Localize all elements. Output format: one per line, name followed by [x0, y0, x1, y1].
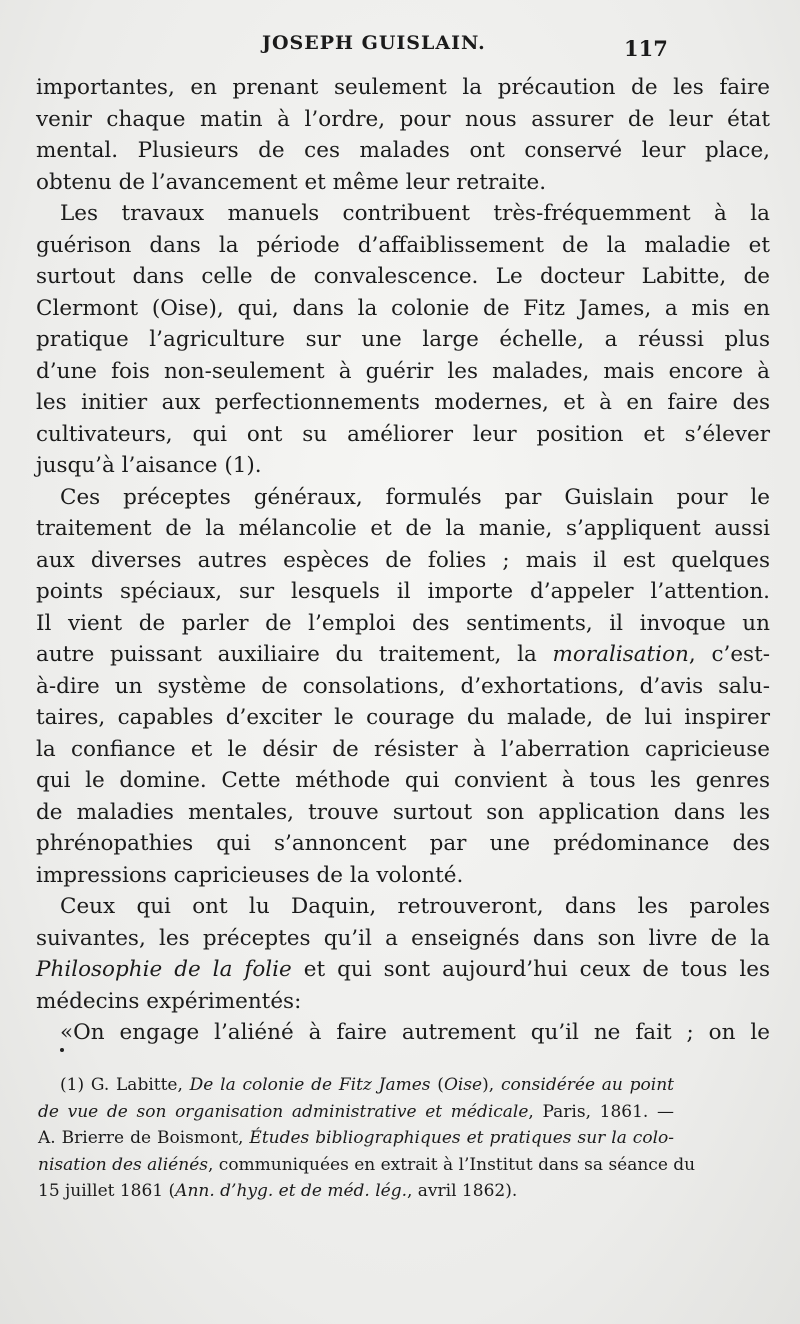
text-line-segment: importantes, en prenant seulement la précaution de les faire	[36, 75, 770, 100]
text-line-segment: la confiance et le désir de résister à l’aberration capricieuse	[36, 736, 770, 762]
text-line	[36, 986, 770, 1018]
text-line	[36, 1017, 770, 1049]
ink-speck	[60, 1048, 64, 1052]
text-line	[36, 387, 770, 419]
text-line-segment: points spéciaux, sur lesquels il importe d’appeler l’attention.	[36, 579, 770, 604]
text-line	[36, 293, 770, 325]
footnote-line-segment: 15 juillet 1861 (	[38, 1181, 176, 1201]
text-line	[36, 765, 770, 797]
text-line-segment: jusqu’à l’aisance (1).	[36, 453, 262, 478]
footnote-line-italic-segment: De la colonie de Fitz James	[189, 1075, 431, 1095]
text-line-segment: traitement de la mélancolie et de la manie, s’appliquent aussi	[36, 516, 770, 541]
text-line-segment: phrénopathies qui s’annoncent par une prédominance des	[36, 831, 770, 856]
text-line-segment: Il vient de parler de l’emploi des sentiments, il invoque un	[36, 610, 770, 636]
footnote-line-italic-segment: de vue de son organisation administrative et médicale	[38, 1101, 529, 1122]
text-line-segment: de maladies mentales, trouve surtout son application dans les	[36, 799, 770, 825]
footnote-line-italic-segment: considérée au point	[500, 1075, 674, 1095]
text-line	[36, 198, 770, 230]
text-line-segment: Clermont (Oise), qui, dans la colonie de Fitz James, a mis en	[36, 295, 770, 321]
footnote-line-segment: (	[430, 1075, 444, 1095]
text-line-segment: autre puissant auxiliaire du traitement, la	[36, 642, 553, 667]
footnote-line	[38, 1125, 674, 1152]
text-line	[36, 734, 770, 766]
text-line	[36, 104, 770, 136]
footnote-line-italic-segment: Ann. d’hyg. et de méd. lég.	[175, 1181, 407, 1201]
text-line	[36, 797, 770, 829]
text-line-italic-segment: Philosophie de la folie	[36, 957, 292, 982]
text-line	[36, 513, 770, 545]
text-line-segment: aux diverses autres espèces de folies ; mais il est quelques	[36, 547, 770, 573]
text-line	[36, 671, 770, 703]
text-line-segment: , c’est-	[688, 642, 770, 667]
text-line-segment: Ceux qui ont lu Daquin, retrouveront, dans les paroles	[60, 894, 770, 919]
text-line-segment: venir chaque matin à l’ordre, pour nous assurer de leur état	[36, 106, 770, 132]
page-header	[0, 32, 800, 62]
footnote-line-italic-segment: nisation des aliénés	[38, 1154, 208, 1175]
text-line-segment: les initier aux perfectionnements modernes, et à en faire des	[36, 390, 770, 415]
text-line-segment: taires, capables d’exciter le courage du malade, de lui inspirer	[36, 705, 770, 730]
text-line	[36, 167, 770, 199]
text-line	[36, 545, 770, 577]
text-line	[36, 324, 770, 356]
footnote-line	[38, 1178, 674, 1205]
text-line	[36, 419, 770, 451]
footnote-line	[38, 1152, 696, 1179]
footnote-line-segment: A. Brierre de Boismont,	[38, 1128, 250, 1148]
text-line-segment: médecins expérimentés:	[36, 988, 302, 1014]
text-line-segment: cultivateurs, qui ont su améliorer leur position et s’élever	[36, 421, 770, 447]
text-line-segment: Ces préceptes généraux, formulés par Guislain pour le	[60, 484, 770, 510]
text-line	[36, 230, 770, 262]
running-title: JOSEPH GUISLAIN.	[262, 32, 486, 54]
text-line	[36, 923, 770, 955]
footnote-line-segment: (1) G. Labitte,	[60, 1075, 190, 1095]
footnote-line-segment: , communiquées en extrait à l’Institut dans sa séance du	[207, 1154, 696, 1175]
text-line-segment: mental. Plusieurs de ces malades ont conservé leur place,	[36, 138, 770, 163]
text-line-italic-segment: moralisation	[552, 642, 689, 667]
footnote-line-italic-segment: Études bibliographiques et pratiques sur la colo-	[249, 1128, 674, 1148]
text-line-segment: surtout dans celle de convalescence. Le docteur Labitte, de	[36, 264, 770, 289]
text-line-segment: à-dire un système de consolations, d’exhortations, d’avis salu-	[36, 673, 770, 699]
text-line-segment: d’une fois non-seulement à guérir les malades, mais encore à	[36, 358, 770, 384]
text-line-segment: «On engage l’aliéné à faire autrement qu’il ne fait ; on le	[60, 1020, 770, 1045]
text-line	[36, 450, 770, 482]
text-line-segment: guérison dans la période d’affaiblissement de la maladie et	[36, 232, 770, 258]
text-line-segment: qui le domine. Cette méthode qui convient à tous les genres	[36, 768, 770, 793]
text-line	[36, 261, 770, 293]
text-line	[36, 356, 770, 388]
text-line	[36, 576, 770, 608]
text-line	[36, 891, 770, 923]
footnote-line	[38, 1099, 674, 1126]
text-line	[36, 702, 770, 734]
footnote-line-segment: ),	[482, 1075, 501, 1095]
footnote-line-italic-segment: Oise	[443, 1075, 483, 1095]
text-line	[36, 72, 770, 104]
footnote-line	[38, 1072, 674, 1099]
footnotes	[38, 1072, 696, 1205]
text-line-segment: pratique l’agriculture sur une large échelle, a réussi plus	[36, 327, 770, 352]
text-line-segment: obtenu de l’avancement et même leur retraite.	[36, 169, 547, 195]
page-number: 117	[624, 36, 668, 61]
text-line	[36, 482, 770, 514]
text-line	[36, 828, 770, 860]
text-line-segment: suivantes, les préceptes qu’il a enseignés dans son livre de la	[36, 925, 770, 951]
text-line-segment: impressions capricieuses de la volonté.	[36, 862, 464, 888]
text-line	[36, 135, 770, 167]
text-line	[36, 954, 770, 986]
text-line-segment: et qui sont aujourd’hui ceux de tous les	[291, 957, 770, 982]
body-text	[36, 72, 770, 1049]
text-line-segment: Les travaux manuels contribuent très-fréquemment à la	[60, 201, 770, 226]
footnote-line-segment: , Paris, 1861. —	[528, 1101, 674, 1122]
text-line	[36, 860, 770, 892]
text-line	[36, 608, 770, 640]
text-line	[36, 639, 770, 671]
footnote-line-segment: , avril 1862).	[406, 1181, 518, 1201]
